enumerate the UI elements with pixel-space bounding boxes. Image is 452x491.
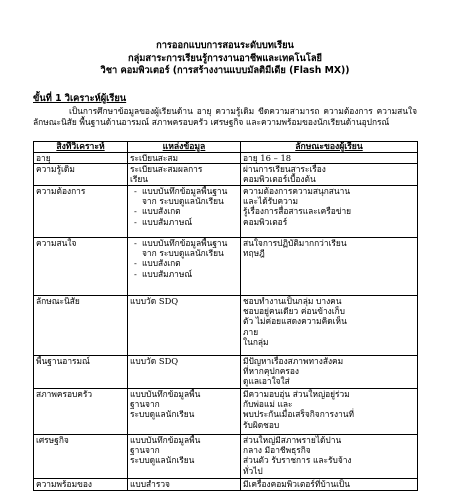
source-bullet: - แบบสัมภาษณ์ [130,217,238,227]
cell-characteristics [241,237,418,295]
characteristics-line: สนใจการปฏิบัติมากกว่าเรียน [243,237,347,248]
characteristics-line: ดูแลเอาใจใส่ [243,376,290,387]
document-header [33,40,417,78]
characteristics-line: ชอบอยู่คนเดียว ค่อนข้างเก็บ [243,306,345,317]
characteristics-line: ผ่านการเรียนสาระเรื่อง [243,163,326,174]
table-row [34,388,418,434]
characteristics-line: กลาง มีอาชีพธุรกิจ [243,445,311,456]
source-bullet: - แบบสังเกต [130,206,238,216]
characteristics-line: ที่หากคุปกครอง [243,366,300,377]
step-title: ขั้นที่ 1 วิเคราะห์ผู้เรียน [33,92,127,104]
characteristics-line: ส่วนใหญ่มีสภาพรายได้ปาน [243,434,342,445]
characteristics-line: รู้เรื่องการสื่อสารและเครือข่าย [243,206,352,217]
table-row [34,478,418,490]
table-header-row [34,141,418,152]
cell-topic: พื้นฐานอารมณ์ [34,355,128,388]
table-row [34,434,418,478]
cell-characteristics [241,152,418,163]
characteristics-line: มีความอบอุ่น ส่วนใหญ่อยู่ร่วม [243,388,350,399]
characteristics-line: ในกลุ่ม [243,336,269,347]
source-line: เรียน [130,174,148,185]
characteristics-line: กับพ่อแม่ และ [243,399,293,410]
cell-source [128,163,241,185]
characteristics-line: คอมพิวเตอร์เบื้องต้น [243,174,316,185]
source-bullet-list [130,186,238,227]
source-bullet: - แบบสังเกต [130,258,238,268]
characteristics-line: อายุ 16 – 18 [243,152,292,163]
source-bullet-list [130,238,238,279]
table-body [34,152,418,490]
characteristics-line: รับผิดชอบ [243,419,280,430]
characteristics-line: ชอบทำงานเป็นกลุ่ม บางคน [243,295,342,306]
cell-source [128,355,241,388]
cell-characteristics [241,434,418,478]
source-bullet: - แบบบันทึกข้อมูลพื้นฐานจาก ระบบดูแลนักเรียน [130,186,238,206]
cell-source [128,434,241,478]
source-line: ระเบียนสะสมผลการ [130,163,203,174]
source-line: ฐานจาก [130,445,160,456]
source-line: ระบบดูแลนักเรียน [130,455,195,466]
cell-topic: ความรู้เดิม [34,163,128,185]
step-heading [33,93,417,105]
step-paragraph: เป็นการศึกษาข้อมูลของผู้เรียนด้าน อายุ ความรู้เดิม ขีดความสามารถ ความต้องการ ความสนใจ ลักษณะนิสัย พื้นฐานด้านอารมณ์ สภาพครอบครัว เศรษฐกิจ และความพร้อมของนักเรียนด้านอุปกรณ์ [33,105,417,127]
source-line: แบบบันทึกข้อมูลพื้น [130,388,201,399]
source-line: แบบสำรวจ [130,478,170,489]
header-line-3: วิชา คอมพิวเตอร์ (การสร้างงานแบบมัลติมีเดีย (Flash MX)) [100,65,350,76]
header-topic: สิ่งที่วิเคราะห์ [34,141,128,152]
table-row [34,152,418,163]
cell-characteristics [241,185,418,237]
cell-source [128,185,241,237]
source-line: แบบบันทึกข้อมูลพื้น [130,434,201,445]
cell-characteristics [241,478,418,490]
table-row [34,355,418,388]
source-line: ระเบียนสะสม [130,152,179,163]
cell-topic: อายุ [34,152,128,163]
cell-source [128,152,241,163]
source-line: ระบบดูแลนักเรียน [130,409,195,420]
cell-characteristics [241,388,418,434]
cell-topic: เศรษฐกิจ [34,434,128,478]
header-line-1: การออกแบบการสอนระดับบทเรียน [156,40,294,51]
characteristics-line: ทฤษฎี [243,248,265,259]
cell-source [128,295,241,355]
cell-source [128,237,241,295]
characteristics-line: มีปัญหาเรื่องสภาพทางสังคม [243,355,344,366]
cell-topic: ความพร้อมของ [34,478,128,490]
characteristics-line: คอมพิวเตอร์ [243,216,288,227]
characteristics-line: ภาย [243,326,259,337]
characteristics-line: พบประกันเมื่อเสร็จกิจการงานที่ [243,409,355,420]
characteristics-line: และได้รับความ [243,196,299,207]
characteristics-line: ความต้องการความสนุกสนาน [243,185,351,196]
source-bullet: - แบบสัมภาษณ์ [130,269,238,279]
cell-topic: ความต้องการ [34,185,128,237]
cell-source [128,388,241,434]
cell-characteristics [241,355,418,388]
header-characteristics: ลักษณะของผู้เรียน [241,141,418,152]
table-row [34,237,418,295]
cell-source [128,478,241,490]
table-row [34,295,418,355]
source-bullet: - แบบบันทึกข้อมูลพื้นฐานจาก ระบบดูแลนักเรียน [130,238,238,258]
cell-topic: สภาพครอบครัว [34,388,128,434]
characteristics-line: ทั่วไป [243,465,263,476]
header-source: แหล่งข้อมูล [128,141,241,152]
source-line: ฐานจาก [130,399,160,410]
cell-characteristics [241,163,418,185]
source-line: แบบวัด SDQ [130,295,179,306]
analysis-table [33,141,418,491]
characteristics-line: มีเครื่องคอมพิวเตอร์ที่บ้านเป็น [243,478,350,489]
characteristics-line: ส่วนตัว รับราชการ และรับจ้าง [243,455,352,466]
table-row [34,185,418,237]
cell-topic: ลักษณะนิสัย [34,295,128,355]
cell-characteristics [241,295,418,355]
characteristics-line: ตัว ไม่ค่อยแสดงความคิดเห็น [243,316,347,327]
source-line: แบบวัด SDQ [130,355,179,366]
header-line-2: กลุ่มสาระการเรียนรู้การงานอาชีพและเทคโนโลยี [127,52,323,64]
table-row [34,163,418,185]
cell-topic: ความสนใจ [34,237,128,295]
